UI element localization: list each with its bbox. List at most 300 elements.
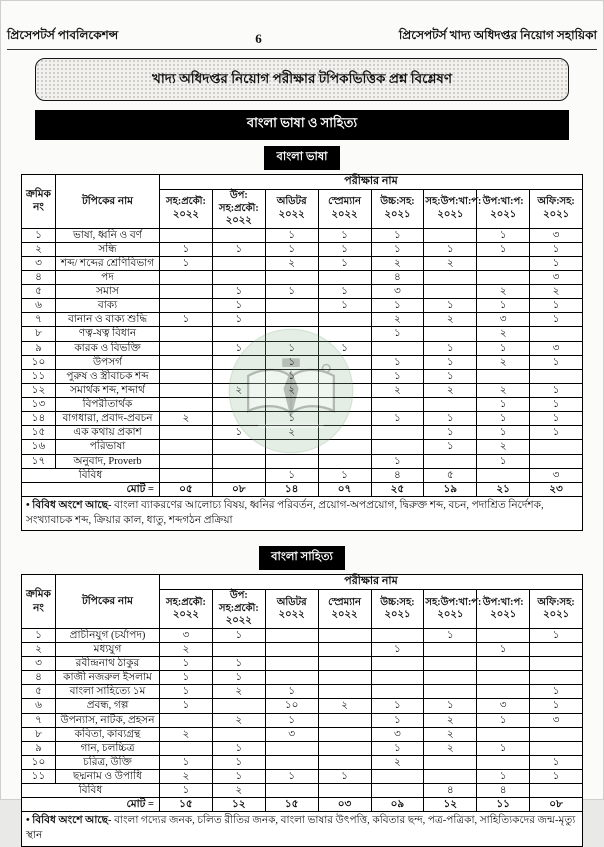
value-cell: ২ — [424, 313, 477, 327]
value-cell — [212, 468, 265, 482]
value-cell: ২ — [371, 755, 424, 769]
value-cell: ১ — [318, 299, 371, 313]
value-cell: ৩ — [477, 699, 530, 713]
value-cell: ৩ — [530, 468, 583, 482]
total-value-cell: ২৫ — [371, 482, 424, 496]
serial-cell: ১১ — [22, 770, 56, 784]
value-cell: ১ — [477, 341, 530, 355]
value-cell — [424, 755, 477, 769]
value-cell: ১ — [265, 285, 318, 299]
table-row — [22, 699, 583, 713]
table-row — [22, 741, 583, 755]
value-cell — [318, 313, 371, 327]
value-cell — [212, 699, 265, 713]
value-cell — [160, 713, 213, 727]
exam-col-header-5 — [424, 190, 482, 229]
table-row — [22, 657, 583, 671]
serial-cell: ৪ — [22, 671, 56, 685]
serial-cell: ১৩ — [22, 398, 56, 412]
serial-cell: ১০ — [22, 755, 56, 769]
topic-cell: সন্ধি — [56, 242, 160, 256]
exam-year: ২০২২ — [225, 215, 252, 226]
exam-year: ২০২২ — [172, 609, 199, 620]
value-cell: ১ — [212, 341, 265, 355]
value-cell: ২ — [477, 327, 530, 341]
title-box — [35, 58, 569, 101]
value-cell: ১ — [477, 741, 530, 755]
value-cell: ৩ — [530, 713, 583, 727]
value-cell: ১ — [424, 426, 477, 440]
exam-name: স্প্রেম্যান — [328, 196, 361, 208]
value-cell — [371, 440, 424, 454]
footnote-text: বাংলা গদ্যের জনক, চলিত রীতির জনক, বাংলা ভাষার উৎপত্তি, কবিতার ছন্দ, পত্র-পত্রিকা, সাহিত্যিকদের জন্ম-মৃত্যু স্থান — [26, 815, 576, 842]
value-cell: ২ — [424, 727, 477, 741]
serial-cell: ৫ — [22, 685, 56, 699]
value-cell: ১ — [318, 242, 371, 256]
value-cell — [530, 369, 583, 383]
value-cell: ১ — [212, 426, 265, 440]
value-cell — [424, 642, 477, 656]
value-cell: ২ — [424, 383, 477, 397]
value-cell — [160, 741, 213, 755]
value-cell: ২ — [212, 383, 265, 397]
value-cell: ১ — [160, 671, 213, 685]
value-cell: ১ — [530, 299, 583, 313]
header-right-text: প্রিসেপটর্স খাদ্য অধিদপ্তর নিয়োগ সহায়িকা — [398, 28, 597, 42]
value-cell — [371, 685, 424, 699]
value-cell: ২ — [477, 440, 530, 454]
total-value-cell: ১৫ — [265, 798, 318, 812]
value-cell: ১ — [371, 412, 424, 426]
value-cell — [530, 727, 583, 741]
table-body — [22, 228, 583, 496]
serial-cell: ৩ — [22, 657, 56, 671]
serial-cell: ১২ — [22, 383, 56, 397]
exam-col-header-0 — [160, 190, 213, 229]
topic-cell: মধ্যযুগ — [56, 642, 160, 656]
value-cell: ১ — [371, 713, 424, 727]
value-cell — [371, 784, 424, 798]
value-cell: ১ — [530, 383, 583, 397]
value-cell: ১ — [318, 468, 371, 482]
value-cell: ৩ — [477, 313, 530, 327]
serial-cell: ৯ — [22, 741, 56, 755]
value-cell: ২ — [265, 256, 318, 270]
serial-cell: ৯ — [22, 341, 56, 355]
value-cell: ১ — [371, 741, 424, 755]
value-cell: ১ — [477, 412, 530, 426]
topic-cell: উপসর্গ — [56, 355, 160, 369]
header-left-text: প্রিসেপটর্স পাবলিকেশন্স — [7, 28, 119, 42]
header-row-1 — [22, 575, 583, 590]
value-cell: ১ — [477, 228, 530, 242]
value-cell — [265, 440, 318, 454]
serial-cell: ১৫ — [22, 426, 56, 440]
value-cell: ১ — [371, 355, 424, 369]
value-cell — [318, 642, 371, 656]
value-cell — [371, 426, 424, 440]
value-cell — [477, 256, 530, 270]
topic-cell: এক কথায় প্রকাশ — [56, 426, 160, 440]
value-cell: ১ — [160, 685, 213, 699]
exam-col-header-2 — [265, 590, 318, 629]
value-cell — [265, 398, 318, 412]
table-head — [22, 175, 583, 229]
total-value-cell: ১১ — [477, 798, 530, 812]
value-cell: ১ — [477, 242, 530, 256]
value-cell — [160, 341, 213, 355]
value-cell — [160, 383, 213, 397]
value-cell: ২ — [212, 713, 265, 727]
value-cell: ১ — [530, 313, 583, 327]
value-cell: ১ — [530, 685, 583, 699]
topic-cell: প্রবন্ধ, গল্প — [56, 699, 160, 713]
value-cell — [318, 270, 371, 284]
serial-cell: ২ — [22, 642, 56, 656]
exam-col-header-1 — [212, 590, 265, 629]
exam-name: উচ্চ:সহ: — [380, 596, 415, 608]
value-cell — [424, 228, 477, 242]
table-body — [22, 628, 583, 812]
topic-cell: বিপরীতার্থক — [56, 398, 160, 412]
exam-name: অফি:সহ: — [537, 596, 575, 608]
value-cell: ১ — [477, 299, 530, 313]
value-cell — [318, 671, 371, 685]
table-row — [22, 285, 583, 299]
value-cell — [371, 628, 424, 642]
value-cell: ৩ — [530, 270, 583, 284]
value-cell — [160, 285, 213, 299]
total-row — [22, 798, 583, 812]
value-cell: ১ — [530, 699, 583, 713]
exam-col-header-3 — [318, 590, 371, 629]
serial-cell: ১ — [22, 228, 56, 242]
value-cell: ১ — [530, 398, 583, 412]
value-cell: ১ — [212, 657, 265, 671]
value-cell: ১ — [530, 256, 583, 270]
value-cell: ১ — [530, 426, 583, 440]
topic-cell: অনুবাদ, Proverb — [56, 454, 160, 468]
value-cell: ১ — [424, 299, 477, 313]
value-cell — [265, 657, 318, 671]
topic-cell: সমাস — [56, 285, 160, 299]
exam-name: উপ:খা:প: — [482, 596, 524, 608]
value-cell: ১ — [265, 242, 318, 256]
misc-row — [22, 468, 583, 482]
value-cell: ১ — [424, 699, 477, 713]
topic-cell: বাক্য — [56, 299, 160, 313]
table-row — [22, 671, 583, 685]
footnote-text: বাংলা ব্যাকরণের আলোচ্য বিষয়, ধ্বনির পরিবর্তন, প্রয়োগ-অপপ্রয়োগ, দ্বিরুক্ত শব্দ, বচন, পদাশ্রিত নির্দেশক, সংখ্যাবাচক শব্দ, ক্রিয়ার কাল, ধাতু, শব্দগঠন প্রক্রিয়া — [26, 499, 544, 526]
serial-cell: ১৭ — [22, 454, 56, 468]
topic-cell: বানান ও বাক্য শুদ্ধি — [56, 313, 160, 327]
value-cell — [265, 741, 318, 755]
total-value-cell: ২৩ — [530, 482, 583, 496]
serial-cell: ৭ — [22, 713, 56, 727]
value-cell — [477, 671, 530, 685]
value-cell — [371, 341, 424, 355]
table-head — [22, 575, 583, 629]
exam-col-header-4 — [371, 190, 424, 229]
value-cell: ১ — [160, 784, 213, 798]
value-cell: ২ — [424, 713, 477, 727]
value-cell — [212, 270, 265, 284]
value-cell — [160, 398, 213, 412]
topic-cell: গান, চলচ্চিত্র — [56, 741, 160, 755]
value-cell — [212, 412, 265, 426]
value-cell — [318, 440, 371, 454]
topic-cell: ভাষা, ধ্বনি ও বর্ণ — [56, 228, 160, 242]
value-cell — [424, 770, 477, 784]
topic-cell: ছদ্মনাম ও উপাধি — [56, 770, 160, 784]
value-cell: ১ — [371, 242, 424, 256]
topic-cell: সমার্থক শব্দ, শব্দার্থ — [56, 383, 160, 397]
value-cell: ১ — [265, 355, 318, 369]
serial-header: ক্রমিক নং — [22, 575, 56, 629]
value-cell: ১ — [265, 412, 318, 426]
topic-cell: বাগধারা, প্রবাদ-প্রবচন — [56, 412, 160, 426]
total-value-cell: ০৫ — [160, 482, 213, 496]
value-cell — [265, 628, 318, 642]
value-cell — [265, 327, 318, 341]
misc-label-cell: বিবিধ — [22, 468, 160, 482]
value-cell: ১ — [371, 299, 424, 313]
table-row — [22, 628, 583, 642]
value-cell — [371, 657, 424, 671]
exam-name: অডিটর — [276, 596, 307, 608]
footnote-prefix: • বিবিধ অংশে আছে- — [26, 815, 112, 827]
value-cell: ১ — [530, 412, 583, 426]
value-cell — [160, 228, 213, 242]
section-banner: বাংলা ভাষা ও সাহিত্য — [35, 110, 569, 140]
table-row — [22, 256, 583, 270]
exam-analysis-table-0 — [21, 174, 583, 497]
exam-name: সহ:উপ:খা:প: — [425, 596, 482, 608]
table-row — [22, 228, 583, 242]
value-cell: ৩ — [160, 628, 213, 642]
page-title: খাদ্য অধিদপ্তর নিয়োগ পরীক্ষার টপিকভিত্তিক প্রশ্ন বিশ্লেষণ — [151, 71, 453, 86]
value-cell — [424, 671, 477, 685]
serial-cell: ৮ — [22, 327, 56, 341]
value-cell: ১ — [424, 341, 477, 355]
exam-group-header: পরীক্ষার নাম — [160, 175, 583, 190]
value-cell: ১ — [265, 228, 318, 242]
table-label-0: বাংলা ভাষা — [264, 146, 339, 170]
table-row — [22, 313, 583, 327]
value-cell — [318, 383, 371, 397]
value-cell: ২ — [318, 699, 371, 713]
value-cell — [424, 327, 477, 341]
value-cell: ১ — [318, 228, 371, 242]
topic-cell: উপন্যাস, নাটক, প্রহসন — [56, 713, 160, 727]
tables-container — [1, 146, 603, 847]
serial-cell: ১১ — [22, 369, 56, 383]
value-cell — [477, 628, 530, 642]
topic-cell: পুরুষ ও স্ত্রীবাচক শব্দ — [56, 369, 160, 383]
value-cell: ১ — [160, 755, 213, 769]
running-header — [7, 27, 597, 50]
topic-cell: পদ — [56, 270, 160, 284]
exam-col-header-7 — [530, 190, 583, 229]
exam-name: অডিটর — [276, 196, 307, 208]
value-cell: ১ — [160, 699, 213, 713]
value-cell: ১ — [477, 454, 530, 468]
exam-col-header-6 — [477, 190, 530, 229]
value-cell: ১ — [530, 355, 583, 369]
value-cell — [265, 755, 318, 769]
value-cell — [371, 770, 424, 784]
value-cell — [424, 454, 477, 468]
value-cell — [212, 727, 265, 741]
value-cell: ১ — [265, 713, 318, 727]
value-cell: ৩ — [530, 228, 583, 242]
value-cell: ১ — [212, 242, 265, 256]
footnote-prefix: • বিবিধ অংশে আছে- — [26, 499, 112, 511]
value-cell: ১ — [160, 242, 213, 256]
total-value-cell: ০৭ — [318, 482, 371, 496]
value-cell: ২ — [160, 412, 213, 426]
exam-col-header-1 — [212, 190, 265, 229]
value-cell — [530, 642, 583, 656]
topic-cell: বাংলা সাহিত্যে ১ম — [56, 685, 160, 699]
value-cell: ২ — [477, 355, 530, 369]
exam-name: সহ:প্রকৌ: — [166, 596, 206, 608]
value-cell — [424, 657, 477, 671]
value-cell — [265, 784, 318, 798]
table-row — [22, 727, 583, 741]
value-cell: ২ — [424, 256, 477, 270]
exam-col-header-7 — [530, 590, 583, 629]
value-cell: ১ — [212, 628, 265, 642]
value-cell: ১ — [371, 327, 424, 341]
value-cell: ৪ — [477, 784, 530, 798]
exam-year: ২০২১ — [437, 609, 464, 620]
table-row — [22, 299, 583, 313]
value-cell — [160, 327, 213, 341]
value-cell: ১ — [318, 285, 371, 299]
value-cell — [477, 657, 530, 671]
serial-cell: ৬ — [22, 299, 56, 313]
value-cell: ১ — [160, 657, 213, 671]
value-cell: ১ — [530, 242, 583, 256]
topic-header: টপিকের নাম — [56, 175, 160, 229]
serial-cell: ১ — [22, 628, 56, 642]
exam-year: ২০২২ — [331, 208, 358, 220]
value-cell — [318, 741, 371, 755]
value-cell: ২ — [265, 383, 318, 397]
value-cell: ১ — [424, 412, 477, 426]
value-cell — [477, 727, 530, 741]
topic-cell: পরিভাষা — [56, 440, 160, 454]
table-row — [22, 327, 583, 341]
value-cell: ৪ — [371, 468, 424, 482]
misc-row — [22, 784, 583, 798]
total-value-cell: ১৫ — [160, 798, 213, 812]
value-cell — [212, 228, 265, 242]
exam-col-header-3 — [318, 190, 371, 229]
total-value-cell: ০৩ — [318, 798, 371, 812]
value-cell — [318, 628, 371, 642]
table-row — [22, 426, 583, 440]
exam-year: ২০২১ — [490, 609, 517, 620]
topic-header: টপিকের নাম — [56, 575, 160, 629]
total-value-cell: ১২ — [424, 798, 477, 812]
table-row — [22, 454, 583, 468]
value-cell: ১ — [212, 770, 265, 784]
value-cell: ১ — [212, 755, 265, 769]
exam-year: ২০২১ — [384, 208, 411, 220]
serial-cell: ১৪ — [22, 412, 56, 426]
value-cell: ২ — [371, 383, 424, 397]
value-cell — [424, 270, 477, 284]
exam-year: ২০২১ — [543, 609, 570, 620]
value-cell — [424, 685, 477, 699]
value-cell: ১ — [371, 228, 424, 242]
page-number: 6 — [255, 31, 262, 46]
value-cell: ১ — [424, 628, 477, 642]
value-cell: ১ — [371, 642, 424, 656]
exam-name: স্প্রেম্যান — [328, 596, 361, 608]
exam-col-header-0 — [160, 590, 213, 629]
table-row — [22, 440, 583, 454]
value-cell: ২ — [371, 313, 424, 327]
value-cell: ১ — [477, 713, 530, 727]
exam-year: ২০২২ — [172, 208, 199, 220]
value-cell — [212, 398, 265, 412]
value-cell: ১ — [477, 642, 530, 656]
table-row — [22, 355, 583, 369]
total-label-cell: মোট = — [22, 482, 160, 496]
value-cell: ১ — [477, 770, 530, 784]
table-row — [22, 398, 583, 412]
table-footnote-1 — [21, 811, 583, 846]
value-cell: ১ — [212, 299, 265, 313]
value-cell — [212, 256, 265, 270]
value-cell: ২ — [424, 741, 477, 755]
topic-cell: কারক ও বিভক্তি — [56, 341, 160, 355]
serial-cell: ৮ — [22, 727, 56, 741]
value-cell: ৩ — [530, 341, 583, 355]
value-cell: ১ — [265, 369, 318, 383]
value-cell — [265, 671, 318, 685]
misc-label-cell: বিবিধ — [22, 784, 160, 798]
value-cell: ১ — [424, 242, 477, 256]
value-cell: ১ — [318, 341, 371, 355]
value-cell: ২ — [212, 685, 265, 699]
value-cell — [160, 468, 213, 482]
value-cell: ৪ — [371, 270, 424, 284]
value-cell — [371, 671, 424, 685]
value-cell: ১ — [318, 770, 371, 784]
value-cell — [424, 285, 477, 299]
value-cell: ১ — [265, 770, 318, 784]
value-cell: ৫ — [424, 468, 477, 482]
table-row — [22, 412, 583, 426]
value-cell: ১ — [530, 755, 583, 769]
value-cell — [265, 299, 318, 313]
value-cell: ১ — [477, 426, 530, 440]
value-cell — [160, 270, 213, 284]
value-cell — [265, 454, 318, 468]
value-cell: ১ — [371, 699, 424, 713]
exam-name: অফি:সহ: — [537, 196, 575, 208]
exam-year: ২০২১ — [490, 208, 517, 220]
table-row — [22, 685, 583, 699]
value-cell: ২ — [371, 256, 424, 270]
serial-header: ক্রমিক নং — [22, 175, 56, 229]
total-value-cell: ১৪ — [265, 482, 318, 496]
exam-name: সহ:প্রকৌ: — [166, 196, 206, 208]
